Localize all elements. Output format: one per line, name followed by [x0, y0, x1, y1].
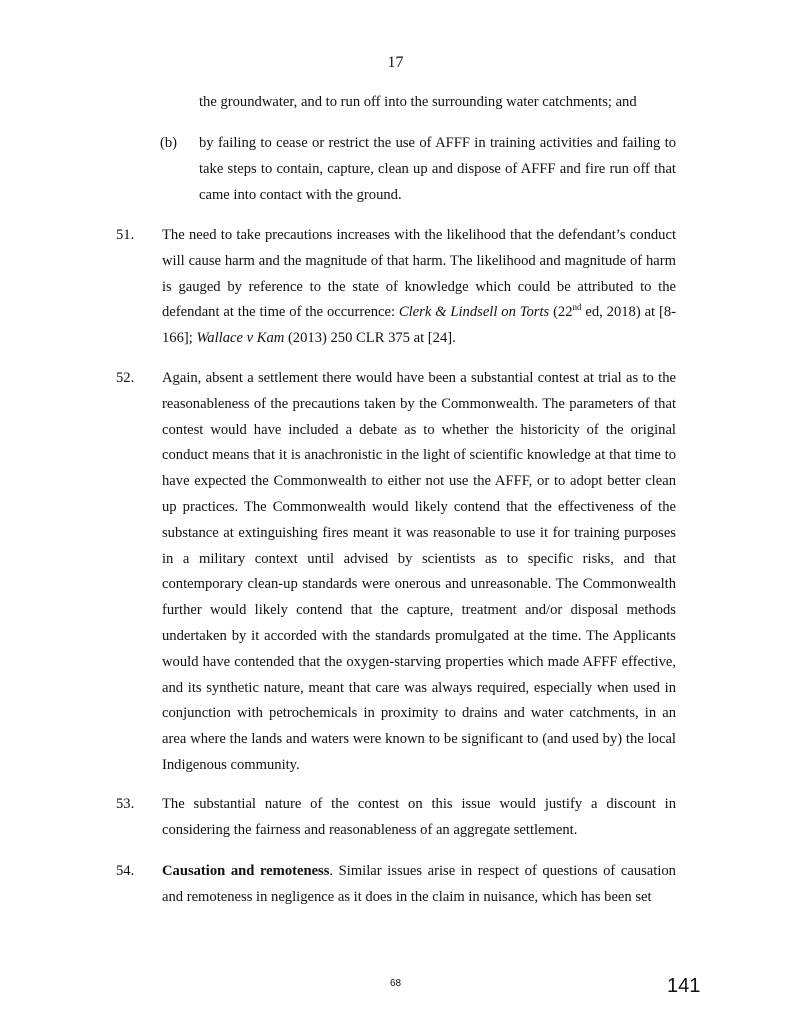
paragraph-number: 54.	[116, 863, 135, 879]
page-number: 17	[387, 54, 404, 71]
paragraph-text-body: The need to take precautions increases with the likelihood that the defendant’s conduct will cause harm and the magnitude of that harm. The likelihood and magnitude of harm is gauged by reference to the state of knowledge which could be attributed to the defendant at the time of the occurrence:	[162, 227, 676, 321]
subparagraph-label: (b)	[160, 135, 178, 151]
paragraph-53	[116, 792, 676, 844]
citation-title: Wallace v Kam	[196, 330, 285, 347]
paragraph-heading: Causation and remoteness	[162, 863, 330, 879]
subparagraph-b	[116, 131, 676, 209]
footer-corner-number: 141	[667, 975, 701, 997]
citation-text: ed, 2018) at [8-166];	[162, 304, 676, 347]
footer-page-number: 68	[389, 978, 402, 989]
paragraph-text	[162, 223, 676, 352]
subparagraph-text: by failing to cease or restrict the use of AFFF in training activities and failing to take steps to contain, capture, clean up and dispose of AFFF and fire run off that came into contact with the ground.	[199, 135, 676, 203]
citation-superscript: nd	[572, 302, 582, 313]
paragraph-54	[116, 859, 676, 911]
paragraph-text: Again, absent a settlement there would have been a substantial contest at trial as to the reasonableness of the precautions taken by the Commonwealth. The parameters of that contest would have included a debate as to whether the historicity of the original conduct means that it is anachronistic in the light of scientific knowledge at that time to have expected the Commonwealth to either not use the AFFF, or to adopt better clean up practices. The Commonwealth would likely contend that the effectiveness of the substance at extinguishing fires meant it was reasonable to use it for training purposes in a military context until advised by scientists as to specific risks, and that contemporary clean-up standards were onerous and unreasonable. The Commonwealth further would likely contend that the capture, treatment and/or disposal methods undertaken by it accorded with the standards promulgated at the time. The Applicants would have contended that the oxygen-starving properties which made AFFF effective, and its synthetic nature, meant that care was always required, especially when used in conjunction with petrochemicals in proximity to drains and water catchments, in an area where the lands and waters were known to be significant to (and used by) the local Indigenous community.	[162, 370, 676, 773]
paragraph-number: 51.	[116, 227, 135, 243]
paragraph-text-body: . Similar issues arise in respect of questions of causation and remoteness in negligence as it does in the claim in nuisance, which has been set	[162, 863, 676, 905]
paragraph-52	[116, 366, 676, 782]
paragraph-number: 52.	[116, 370, 135, 386]
citation-title: Clerk & Lindsell on Torts	[398, 304, 550, 321]
paragraph-number: 53.	[116, 796, 135, 812]
citation-text: (2013) 250 CLR 375 at [24].	[284, 330, 456, 347]
paragraph-text	[162, 859, 676, 911]
paragraph-text: The substantial nature of the contest on this issue would justify a discount in considering the fairness and reasonableness of an aggregate settlement.	[162, 796, 676, 838]
continuation-block	[116, 90, 676, 116]
continuation-text: the groundwater, and to run off into the surrounding water catchments; and	[199, 94, 637, 110]
paragraph-51	[116, 223, 676, 353]
citation-text: (22	[549, 304, 573, 321]
